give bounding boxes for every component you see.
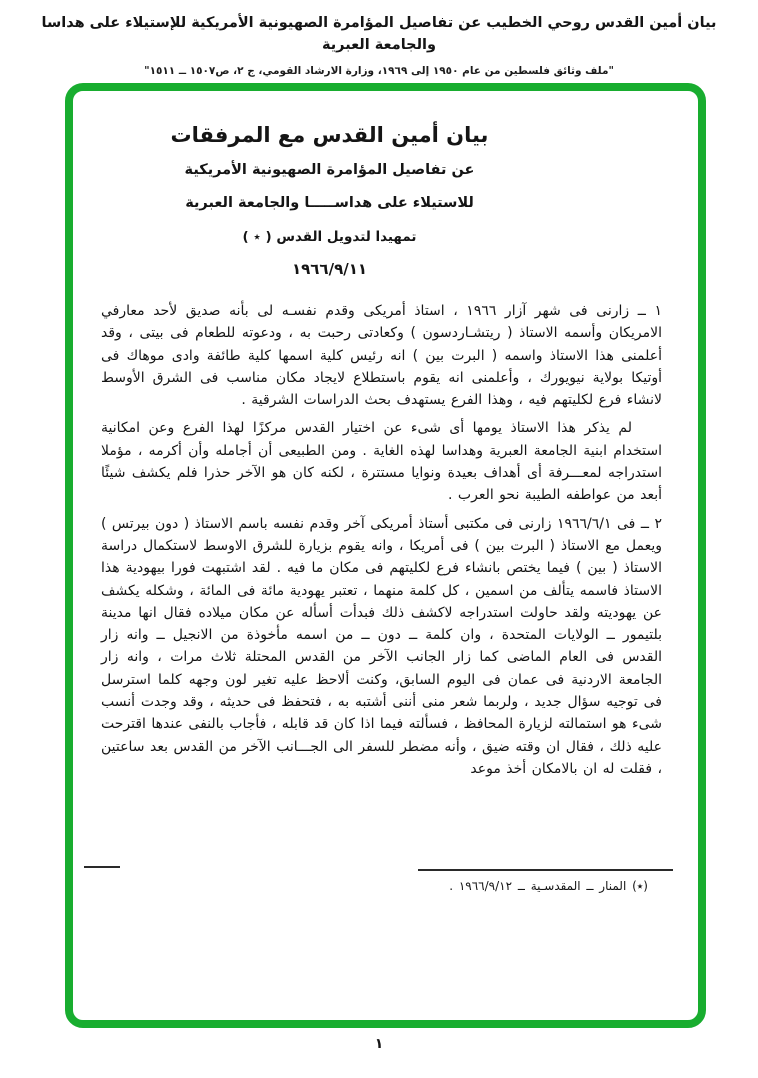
paragraph-1b-text: لم يذكر هذا الاستاذ يومها أى شىء عن اختيار القدس مركزًا لهذا الفرع وعن امكانية استخدام ابنية الجامعة العبرية وهداسا لهذه الغاية . ومن الطبيعى أن أجامله وأن أكرمه ، مؤملا استدراجه لمعـــرفة أى أهداف بعيدة ونوايا مستترة ، لكنه كان هو الآخر حذرا فلم يكشف شيئًا أبعد من عواطفه الطيبة نحو العرب .: [101, 420, 662, 504]
document-subtitle-1: عن تفاصيل المؤامرة الصهيونية الأمريكية: [184, 162, 475, 178]
paragraph-2-number: ٢ ــ: [640, 515, 663, 532]
scan-header: [0, 12, 758, 79]
paragraph-1-number: ١ ــ: [637, 303, 662, 319]
document-title-block: [73, 121, 698, 279]
footnote: (٭) المنار ــ المقدسـية ــ ١٩٦٦/٩/١٢ .: [449, 879, 648, 893]
footnote-rule: [418, 869, 673, 871]
paragraph-1-text: زارنى فى شهر آزار ١٩٦٦ ، استاذ أمريكى وقدم نفسـه لى بأنه صديق لأحد معارفي الامريكان وأسمه الاستاذ ( ريتشـاردسون ) وكعادتى رحبت به ، ودعوته للطعام فى بيتى ، وقد أعلمنى هذا الاستاذ واسمه ( البرت بين ) انه رئيس كلية اسمها كلية طائفة وادى موهاك فى أوتيكا بولاية نيويورك ، وأعلمنى انه يقوم باستطلاع لايجاد مكان مناسب فى الشرق الأوسط لانشاء فرع لكليتهم فيه ، وهذا الفرع يستهدف بحث الدراسات الشرقية .: [101, 303, 662, 409]
header-title: بيان أمين القدس روحي الخطيب عن تفاصيل المؤامرة الصهيونية الأمريكية للإستيلاء على هداسا والجامعة العبرية: [41, 15, 717, 53]
document-body: [73, 300, 698, 858]
paragraph-1: [101, 300, 662, 411]
paragraph-1b: [101, 417, 662, 506]
document-title: بيان أمين القدس مع المرفقات: [170, 123, 489, 147]
header-source-citation: "ملف وثائق فلسطين من عام ١٩٥٠ إلى ١٩٦٩، وزارة الارشاد القومي، ج ٢، ص١٥٠٧ ــ ١٥١١": [144, 65, 614, 77]
document-date: ١٩٦٦/٩/١١: [291, 260, 368, 278]
paragraph-2-text: فى ١٩٦٦/٦/١ زارنى فى مكتبى أستاذ أمريكى آخر وقدم نفسه باسم الاستاذ ( دون بيرتس ) ويعمل مع الاستاذ ( البرت بين ) فى أمريكا ، وانه يقوم بزيارة للشرق الاوسط لاستكمال دراسة الاستاذ ( بين ) فيما يختص بانشاء فرع لكليتهم فى مكان ما فيه . لقد اشتبهت فورا بيهودية هذا الاستاذ فاسمه يتألف من اسمين ، كل كلمة منهما ، تعتبر يهودية مائة فى المائة ، وشكله يكشف عن يهوديته ولقد حاولت استدراجه لاكشف ذلك فبدأت أسأله عن مكان ميلاده فقال انها مدينة بلتيمور ــ الولايات المتحدة ، وان كلمة ــ دون ــ من اسمه مأخوذة من الانجيل ــ وانه زار القدس فى العام الماضى كما زار الجانب الآخر من القدس المحتلة ثلاث مرات ، وانه زار الجامعة الاردنية فى عمان فى اليوم السابق، وكنت ألاحظ عليه تغير لون وجهه كلما استرسل فى توجيه سؤال جديد ، ولربما شعر منى أننى أشتبه به ، فتحفظ فى حديثه ، وقد وجدت أنسب شىء هو استمالته لزيارة المحافظ ، فسألته فيما اذا كان قد قابله ، فأجاب بالنفى عندها اقترحت عليه ذلك ، فقال ان وقته ضيق ، وأنه مضطر للسفر الى الجـــانب الآخر من القدس بعد ساعتين ، فقلت له ان بالامكان أخذ موعد: [101, 515, 662, 777]
document-subtitle-2: للاستيلاء على هداســـــا والجامعة العبرية: [185, 195, 474, 211]
document-subtitle-3: تمهيدا لتدويل القدس ( ٭ ): [242, 229, 417, 245]
document-green-frame: [65, 83, 706, 1028]
paragraph-2: [101, 513, 662, 781]
page-number: ١: [374, 1036, 384, 1052]
footnote-rule-left-segment: [84, 866, 120, 868]
